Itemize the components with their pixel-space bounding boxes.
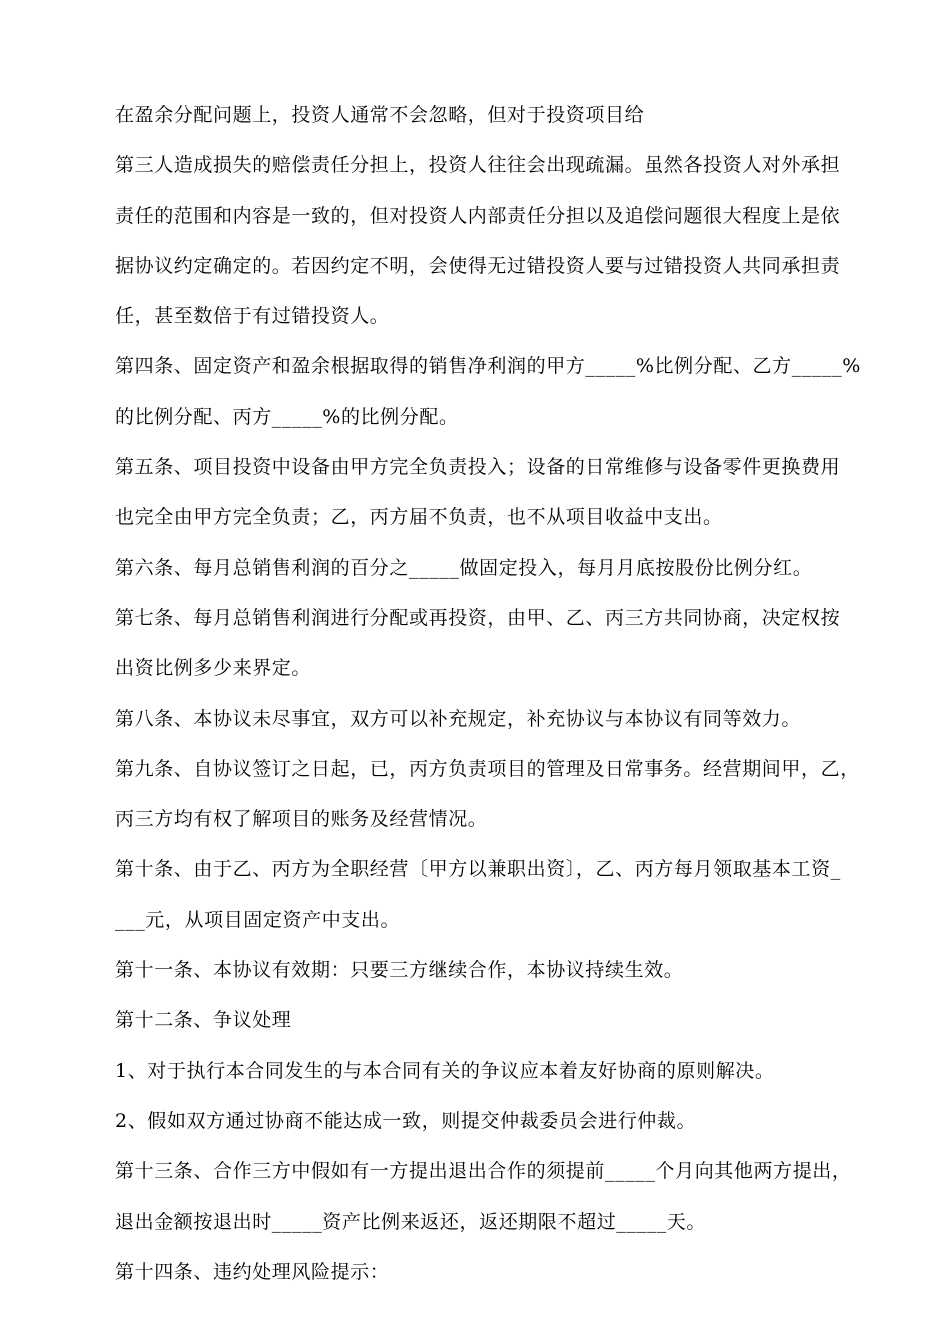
- text-line: 任，甚至数倍于有过错投资人。: [115, 305, 390, 328]
- article-8-line: 第八条、本协议未尽事宜，双方可以补充规定，补充协议与本协议有同等效力。: [115, 707, 802, 730]
- article-4-line: 第四条、固定资产和盈余根据取得的销售净利润的甲方_____%比例分配、乙方_____%: [115, 355, 861, 378]
- list-item: 1、对于执行本合同发生的与本合同有关的争议应本着友好协商的原则解决。: [115, 1059, 775, 1082]
- article-7-line: 第七条、每月总销售利润进行分配或再投资，由甲、乙、丙三方共同协商，决定权按: [115, 606, 841, 629]
- article-13-line: 第十三条、合作三方中假如有一方提出退出合作的须提前_____个月向其他两方提出，: [115, 1160, 852, 1183]
- document-body: [115, 97, 861, 1304]
- article-5-line: 第五条、项目投资中设备由甲方完全负责投入；设备的日常维修与设备零件更换费用: [115, 456, 841, 479]
- article-10-line: 第十条、由于乙、丙方为全职经营〔甲方以兼职出资〕，乙、丙方每月领取基本工资_: [115, 858, 841, 881]
- article-6-line: 第六条、每月总销售利润的百分之_____做固定投入，每月月底按股份比例分红。: [115, 556, 813, 579]
- text-line: 在盈余分配问题上，投资人通常不会忽略，但对于投资项目给: [115, 104, 645, 126]
- text-line: 据协议约定确定的。若因约定不明，会使得无过错投资人要与过错投资人共同承担责: [115, 254, 841, 277]
- article-12-heading: 第十二条、争议处理: [115, 1009, 292, 1032]
- text-line: 的比例分配、丙方_____%的比例分配。: [115, 405, 459, 428]
- text-line: 丙三方均有权了解项目的账务及经营情况。: [115, 808, 488, 831]
- article-11-line: 第十一条、本协议有效期：只要三方继续合作，本协议持续生效。: [115, 959, 684, 982]
- text-line: 第三人造成损失的赔偿责任分担上，投资人往往会出现疏漏。虽然各投资人对外承担: [115, 154, 841, 177]
- text-line: 退出金额按退出时_____资产比例来返还，返还期限不超过_____天。: [115, 1210, 707, 1233]
- article-14-heading: 第十四条、违约处理风险提示：: [115, 1260, 390, 1283]
- text-line: ___元，从项目固定资产中支出。: [115, 908, 401, 931]
- article-9-line: 第九条、自协议签订之日起，已，丙方负责项目的管理及日常事务。经营期间甲，乙，: [115, 757, 860, 780]
- text-line: 责任的范围和内容是一致的，但对投资人内部责任分担以及追偿问题很大程度上是依: [115, 204, 841, 227]
- text-line: 也完全由甲方完全负责；乙，丙方届不负责，也不从项目收益中支出。: [115, 506, 723, 529]
- list-item: 2、假如双方通过协商不能达成一致，则提交仲裁委员会进行仲裁。: [115, 1109, 697, 1132]
- text-line: 出资比例多少来界定。: [115, 657, 312, 680]
